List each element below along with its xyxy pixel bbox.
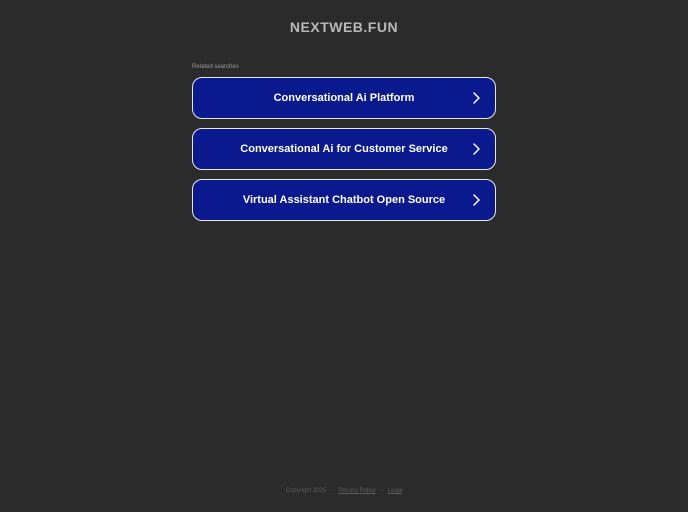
- footer-separator: -: [331, 488, 334, 494]
- related-search-button-3[interactable]: [192, 179, 496, 221]
- related-search-button-1[interactable]: [192, 77, 496, 119]
- related-search-label: Conversational Ai for Customer Service: [240, 143, 448, 155]
- legal-link[interactable]: Legal: [387, 488, 403, 494]
- related-search-label: Conversational Ai Platform: [273, 92, 415, 104]
- chevron-right-icon: [472, 194, 480, 206]
- site-title: NEXTWEB.FUN: [289, 19, 399, 35]
- footer: [0, 488, 688, 494]
- chevron-right-icon: [472, 143, 480, 155]
- related-searches-label: Related searches: [192, 64, 239, 70]
- chevron-right-icon: [472, 92, 480, 104]
- footer-separator: -: [380, 488, 383, 494]
- related-search-label: Virtual Assistant Chatbot Open Source: [242, 194, 446, 206]
- related-searches: [192, 64, 496, 230]
- copyright-text: Copyright 2025: [285, 488, 327, 494]
- related-search-button-2[interactable]: [192, 128, 496, 170]
- privacy-policy-link[interactable]: Privacy Policy: [338, 488, 376, 494]
